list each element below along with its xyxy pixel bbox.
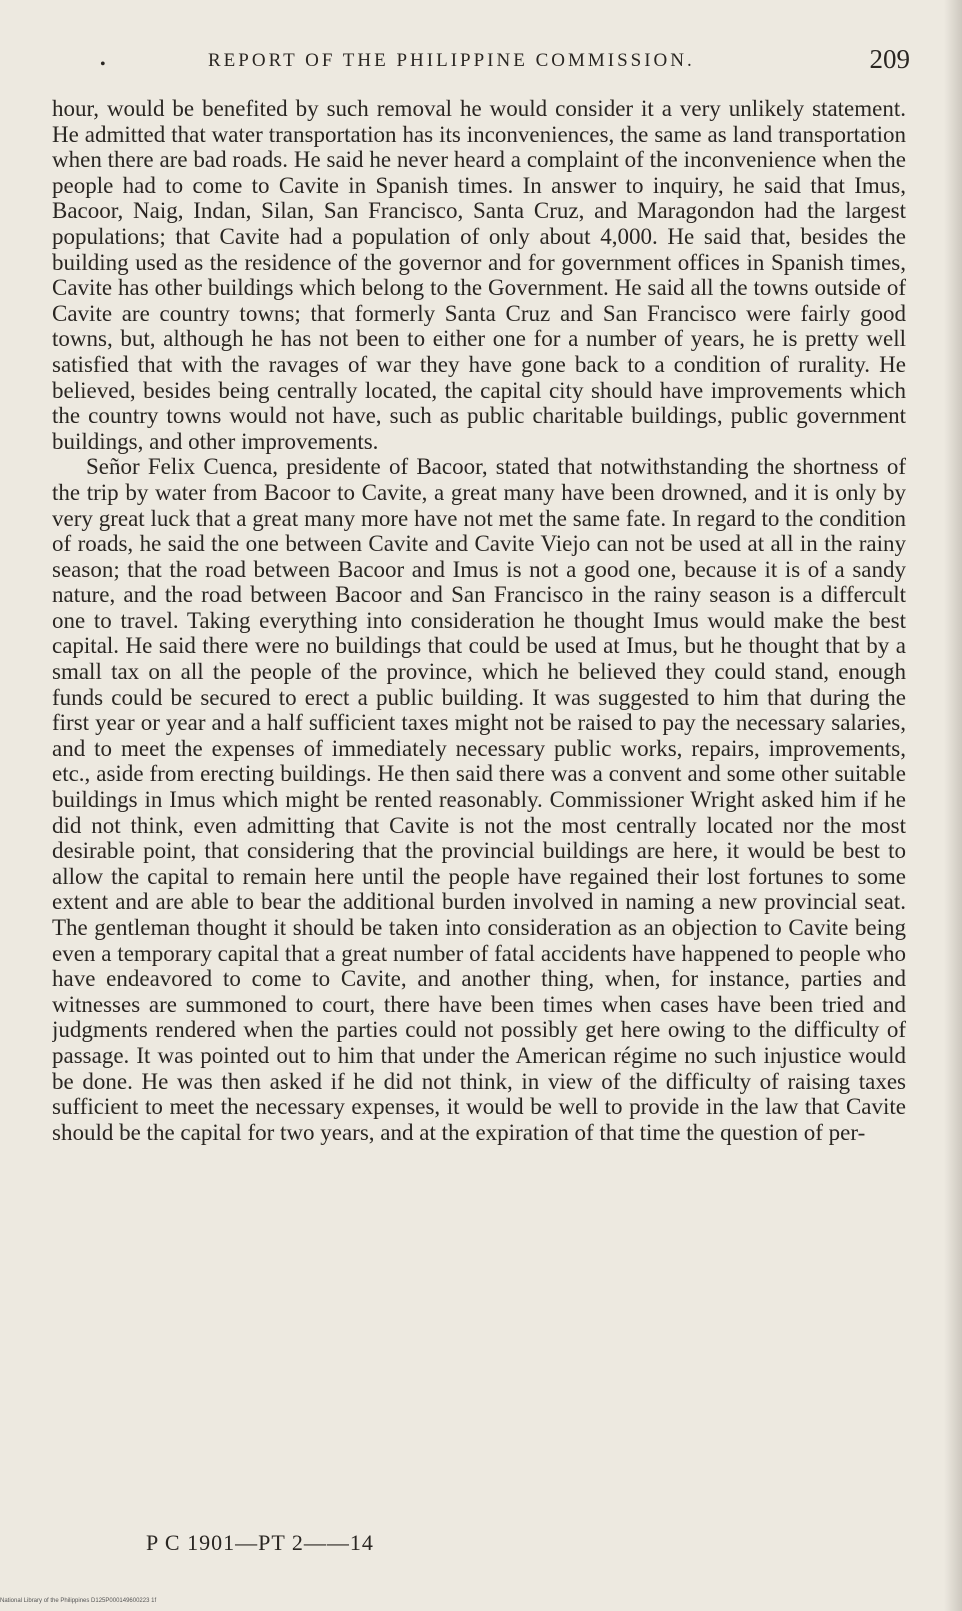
running-header (100, 44, 910, 80)
header-bullet: • (100, 56, 108, 73)
running-title: REPORT OF THE PHILIPPINE COMMISSION. (208, 50, 695, 71)
body-text (52, 96, 906, 1526)
page-edge-shadow (944, 0, 962, 1611)
signature-mark: P C 1901—PT 2——14 (146, 1530, 374, 1555)
paragraph-cuenca-testimony: Señor Felix Cuenca, presidente of Bacoor, stated that notwithstanding the shortness of the trip by water from Bacoor to Cavite, a great many have been drowned, and it is only by very great luck that a great many more have not met the same fate. In regard to the condition of roads, he said the one between Cavite and Cavite Viejo can not be used at all in the rainy season; that the road between Bacoor and Imus is not a good one, because it is of a sandy nature, and the road between Bacoor and San Francisco in the rainy season is a differcult one to travel. Taking everything into consideration he thought Imus would make the best capital. He said there were no buildings that could be used at Imus, but he thought that by a small tax on all the people of the province, which he believed they could stand, enough funds could be secured to erect a public building. It was suggested to him that during the first year or year and a half sufficient taxes might not be raised to pay the necessary salaries, and to meet the expenses of immediately necessary public works, repairs, improvements, etc., aside from erecting buildings. He then said there was a convent and some other suitable buildings in Imus which might be rented reasonably. Commissioner Wright asked him if he did not think, even admitting that Cavite is not the most centrally located nor the most desirable point, that considering that the provincial buildings are here, it would be best to allow the capital to remain here until the people have regained their lost fortunes to some extent and are able to bear the additional burden involved in naming a new provincial seat. The gentleman thought it should be taken into consideration as an objection to Cavite being even a temporary capital that a great number of fatal accidents have happened to people who have endeavored to come to Cavite, and another thing, when, for instance, parties and witnesses are summoned to court, there have been times when cases have been tried and judgments rendered when the parties could not possibly get here owing to the difficulty of passage. It was pointed out to him that under the American régime no such injustice would be done. He was then asked if he did not think, in view of the difficulty of raising taxes sufficient to meet the necessary expenses, it would be well to provide in the law that Cavite should be the capital for two years, and at the expiration of that time the question of per- (52, 454, 906, 1145)
scan-footer: National Library of the Philippines D125P000149600223 1f (0, 1598, 157, 1604)
paragraph-continued: hour, would be benefited by such removal he would consider it a very unlikely statement. He admitted that water transportation has its inconveniences, the same as land transportation when there are bad roads. He said he never heard a complaint of the inconvenience when the people had to come to Cavite in Spanish times. In answer to inquiry, he said that Imus, Bacoor, Naig, Indan, Silan, San Francisco, Santa Cruz, and Maragondon had the largest populations; that Cavite had a population of only about 4,000. He said that, besides the building used as the residence of the governor and for government offices in Spanish times, Cavite has other buildings which belong to the Government. He said all the towns outside of Cavite are country towns; that formerly Santa Cruz and San Francisco were fairly good towns, but, although he has not been to either one for a number of years, he is pretty well satisfied that with the ravages of war they have gone back to a condition of rurality. He believed, besides being centrally located, the capital city should have improvements which the country towns would not have, such as public charitable buildings, public government buildings, and other improvements. (52, 96, 906, 454)
page-number: 209 (869, 44, 910, 74)
